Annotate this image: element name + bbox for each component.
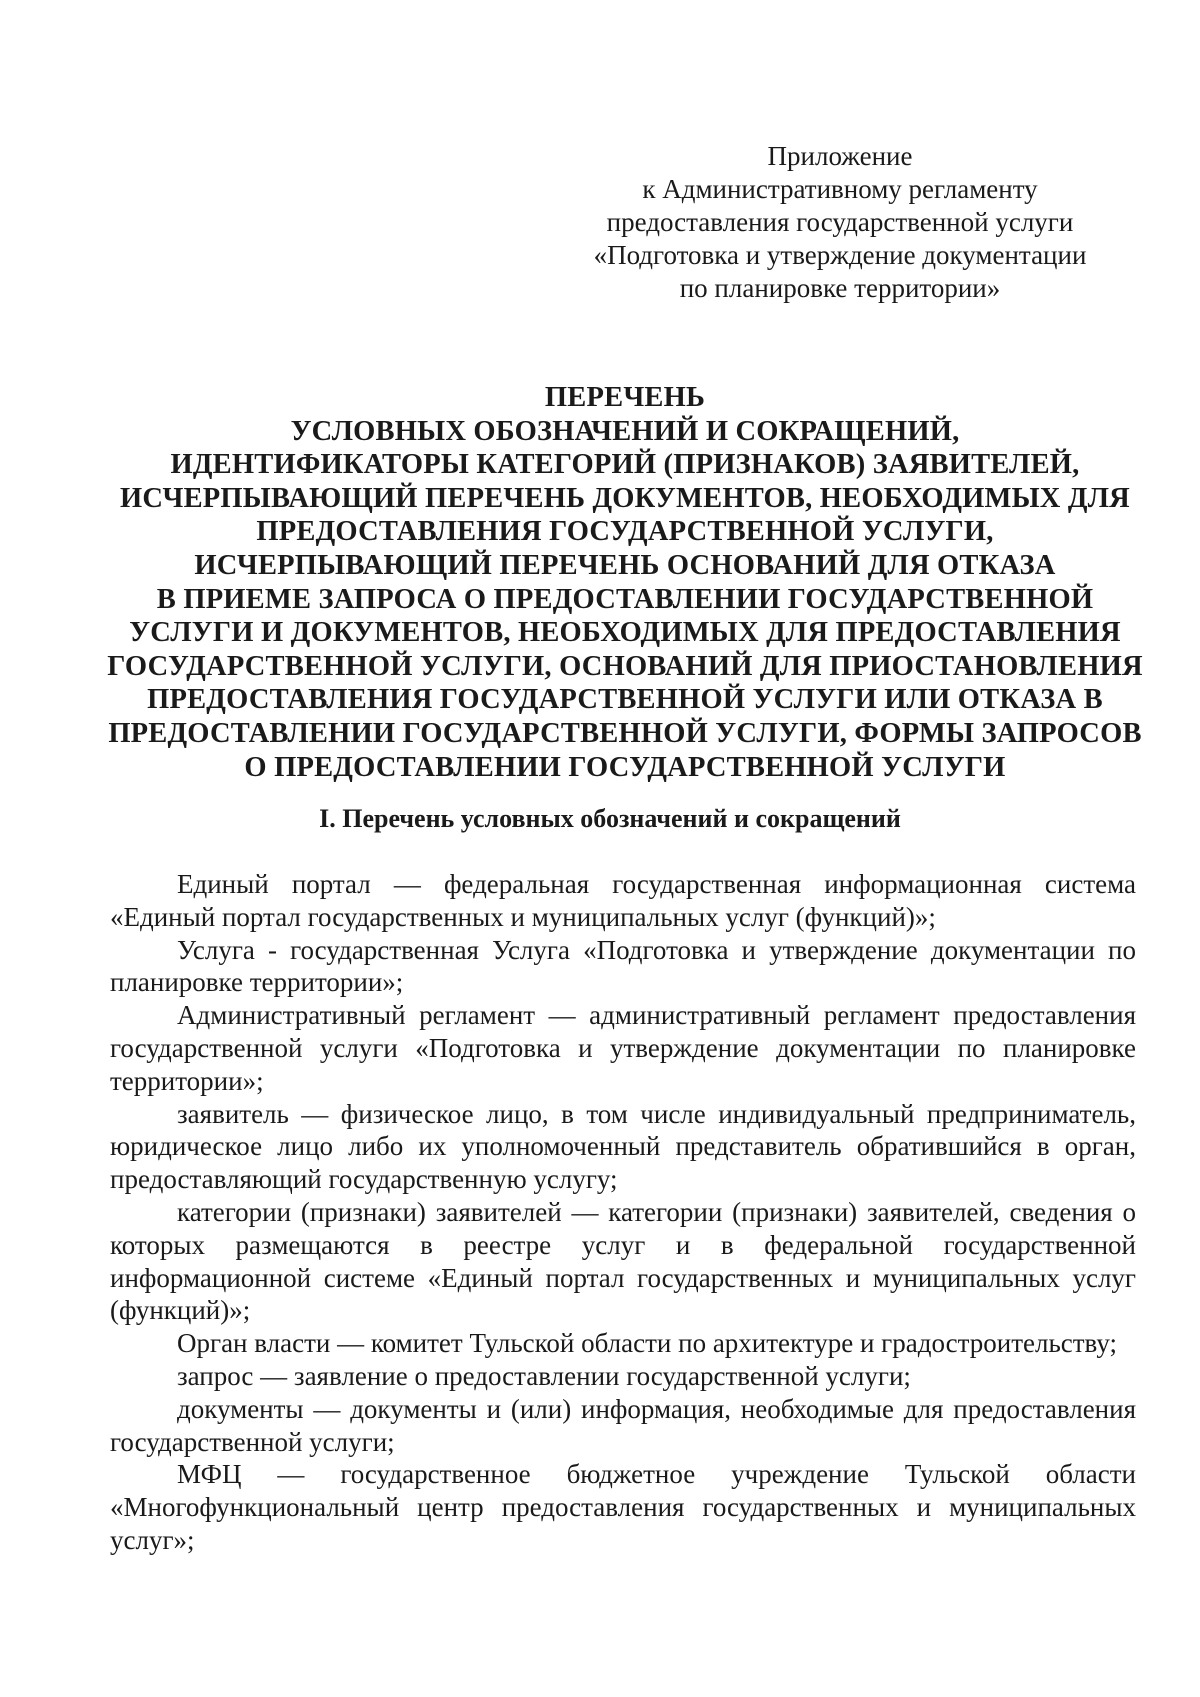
title-line: ИДЕНТИФИКАТОРЫ КАТЕГОРИЙ (ПРИЗНАКОВ) ЗАЯВИТЕЛЕЙ, [170,449,1080,481]
appendix-line: предоставления государственной услуги [606,207,1074,237]
appendix-line: «Подготовка и утверждение документации [593,240,1087,270]
definition-paragraph: заявитель — физическое лицо, в том числе индивидуальный предприниматель, юридическое лицо либо их уполномоченный представитель обратившийся в орган, предоставляющий государственную услугу; [110,1098,1136,1195]
definitions-list [110,868,1136,1557]
definition-paragraph: категории (признаки) заявителей — категории (признаки) заявителей, сведения о которых размещаются в реестре услуг и в федеральной государственной информационной системе «Единый портал государственных и муниципальных услуг (функций)»; [110,1196,1136,1326]
section-heading: I. Перечень условных обозначений и сокращений [319,804,901,833]
title-line: ПЕРЕЧЕНЬ [544,382,706,413]
definition-paragraph: запрос — заявление о предоставлении государственной услуги; [177,1360,911,1391]
definition-paragraph: документы — документы и (или) информация, необходимые для предоставления государственной услуги; [110,1393,1136,1457]
appendix-line: по планировке территории» [679,273,1001,303]
appendix-line: к Административному регламенту [642,174,1038,204]
title-line: В ПРИЕМЕ ЗАПРОСА О ПРЕДОСТАВЛЕНИИ ГОСУДАРСТВЕННОЙ [156,583,1094,615]
appendix-header [560,140,1120,305]
definition-paragraph: МФЦ — государственное бюджетное учреждение Тульской области «Многофункциональный центр предоставления государственных и муниципальных услуг»; [110,1459,1136,1555]
title-line: ИСЧЕРПЫВАЮЩИЙ ПЕРЕЧЕНЬ ОСНОВАНИЙ ДЛЯ ОТКАЗА [194,549,1056,581]
title-line: ИСЧЕРПЫВАЮЩИЙ ПЕРЕЧЕНЬ ДОКУМЕНТОВ, НЕОБХОДИМЫХ ДЛЯ [120,482,1130,514]
definition-paragraph: Административный регламент — административный регламент предоставления государственной услуги «Подготовка и утверждение документации по планировке территории»; [110,1000,1136,1096]
definition-paragraph: Единый портал — федеральная государственная информационная система «Единый портал государственных и муниципальных услуг (функций)»; [110,869,1136,932]
title-line: ГОСУДАРСТВЕННОЙ УСЛУГИ, ОСНОВАНИЙ ДЛЯ ПРИОСТАНОВЛЕНИЯ [107,650,1143,682]
title-line: ПРЕДОСТАВЛЕНИЯ ГОСУДАРСТВЕННОЙ УСЛУГИ ИЛИ ОТКАЗА В [147,684,1103,716]
document-title [60,381,1190,784]
definition-paragraph: Орган власти — комитет Тульской области по архитектуре и градостроительству; [177,1328,1118,1359]
title-line: УСЛУГИ И ДОКУМЕНТОВ, НЕОБХОДИМЫХ ДЛЯ ПРЕДОСТАВЛЕНИЯ [129,617,1121,649]
title-line: УСЛОВНЫХ ОБОЗНАЧЕНИЙ И СОКРАЩЕНИЙ, [290,415,960,447]
title-line: ПРЕДОСТАВЛЕНИИ ГОСУДАРСТВЕННОЙ УСЛУГИ, ФОРМЫ ЗАПРОСОВ [108,717,1142,749]
title-line: О ПРЕДОСТАВЛЕНИИ ГОСУДАРСТВЕННОЙ УСЛУГИ [244,751,1006,783]
title-line: ПРЕДОСТАВЛЕНИЯ ГОСУДАРСТВЕННОЙ УСЛУГИ, [256,516,994,548]
appendix-line: Приложение [767,141,913,171]
definition-paragraph: Услуга - государственная Услуга «Подготовка и утверждение документации по планировке территории»; [110,934,1136,998]
